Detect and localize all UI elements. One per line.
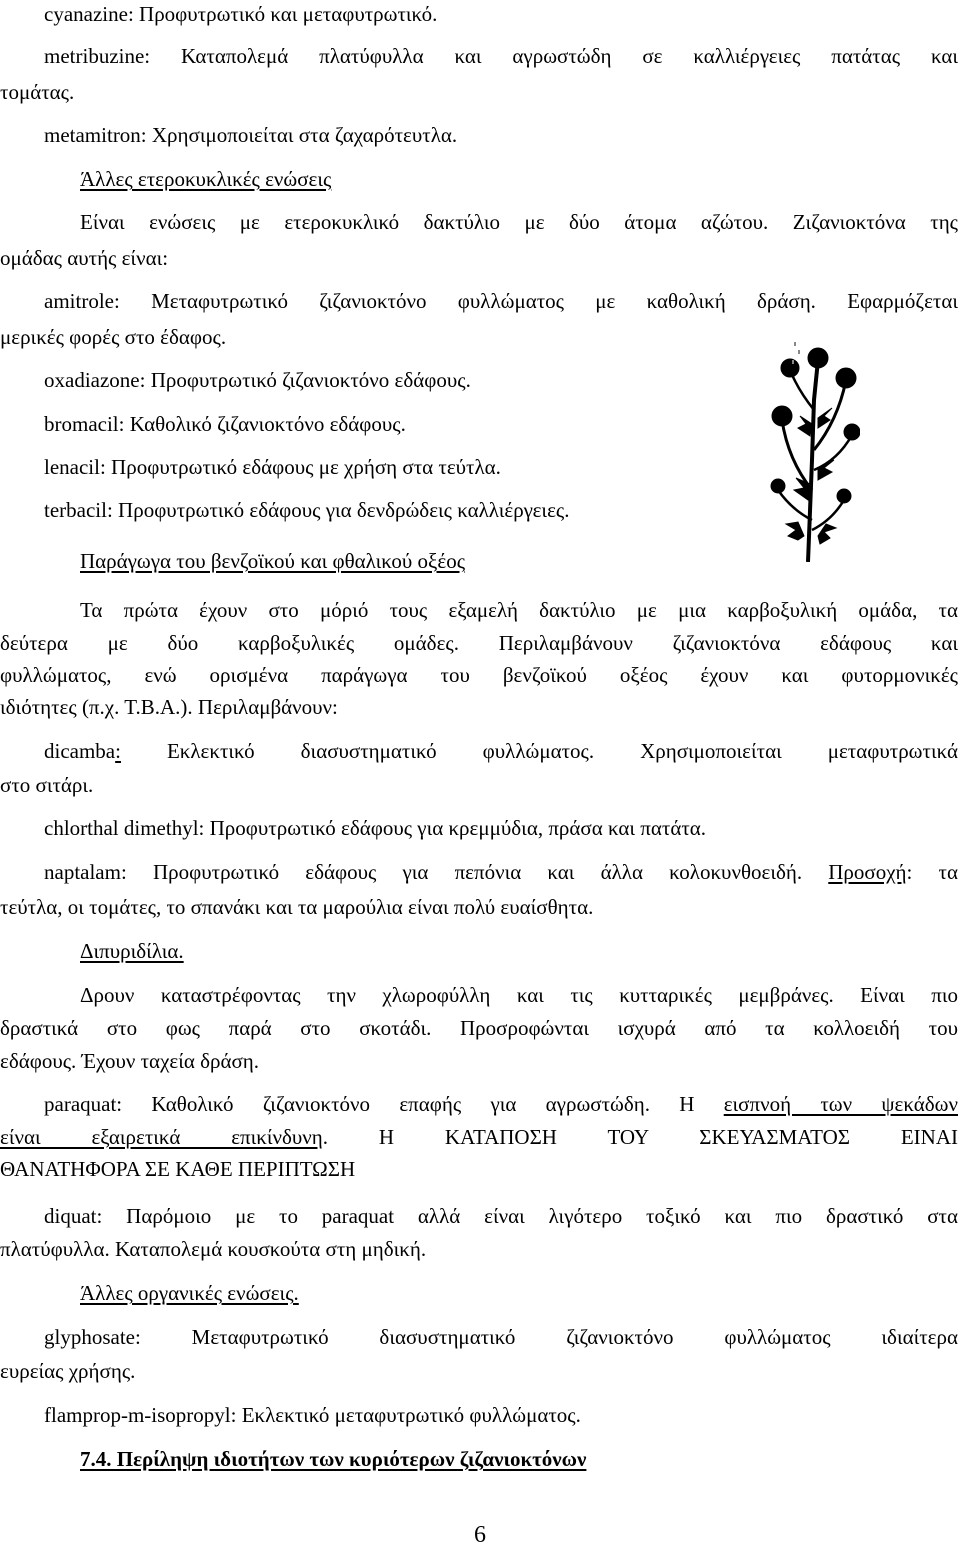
text-line: amitrole: Μεταφυτρωτικό ζιζανιοκτόνο φυλλώματος με καθολική δράση. Εφαρμόζεται: [44, 289, 958, 313]
text-line: εδάφους. Έχουν ταχεία δράση.: [0, 1049, 260, 1073]
section-heading: Διπυριδίλια.: [80, 939, 184, 963]
text-line: Τα πρώτα έχουν στο μόριό τους εξαμελή δακτύλιο με μια καρβοξυλική ομάδα, τα: [80, 598, 958, 622]
section-heading: Παράγωγα του βενζοϊκού και φθαλικού οξέος: [80, 549, 466, 573]
text-line: δραστικά στο φως παρά στο σκοτάδι. Προσροφώνται ισχυρά από τα κολλοειδή του: [0, 1016, 958, 1040]
text-line: metribuzine: Καταπολεμά πλατύφυλλα και αγρωστώδη σε καλλιέργειες πατάτας και: [44, 44, 958, 68]
text-line: chlorthal dimethyl: Προφυτρωτικό εδάφους για κρεμμύδια, πράσα και πατάτα.: [44, 816, 707, 840]
section-heading: Άλλες οργανικές ενώσεις.: [80, 1281, 299, 1305]
text-line: πλατύφυλλα. Καταπολεμά κουσκούτα στη μηδική.: [0, 1237, 427, 1261]
plant-illustration: [768, 340, 860, 562]
section-heading: Άλλες ετεροκυκλικές ενώσεις: [80, 167, 332, 191]
text-line: είναι εξαιρετικά επικίνδυνη. Η ΚΑΤΑΠΟΣΗ ΤΟΥ ΣΚΕΥΑΣΜΑΤΟΣ ΕΙΝΑΙ: [0, 1125, 958, 1149]
text-line: dicamba: Εκλεκτικό διασυστηματικό φυλλώματος. Χρησιμοποιείται μεταφυτρωτικά: [44, 739, 958, 763]
text-line: terbacil: Προφυτρωτικό εδάφους για δενδρώδεις καλλιέργειες.: [44, 498, 570, 522]
text-line: ομάδας αυτής είναι:: [0, 246, 169, 270]
text-line: δεύτερα με δύο καρβοξυλικές ομάδες. Περιλαμβάνουν ζιζανιοκτόνα εδάφους και: [0, 631, 958, 655]
text-line: τεύτλα, οι τομάτες, το σπανάκι και τα μαρούλια είναι πολύ ευαίσθητα.: [0, 895, 594, 919]
text-line: τομάτας.: [0, 80, 75, 104]
text-line: μερικές φορές στο έδαφος.: [0, 325, 227, 349]
text-line: diquat: Παρόμοιο με το paraquat αλλά είναι λιγότερο τοξικό και πιο δραστικό στα: [44, 1204, 958, 1228]
text-line: φυλλώματος, ενώ ορισμένα παράγωγα του βενζοϊκού οξέος έχουν και φυτορμονικές: [0, 663, 958, 687]
text-line: Δρουν καταστρέφοντας την χλωροφύλλη και τις κυτταρικές μεμβράνες. Είναι πιο: [80, 983, 958, 1007]
text-line: oxadiazone: Προφυτρωτικό ζιζανιοκτόνο εδάφους.: [44, 368, 471, 392]
text-line: lenacil: Προφυτρωτικό εδάφους με χρήση στα τεύτλα.: [44, 455, 501, 479]
text-line: metamitron: Χρησιμοποιείται στα ζαχαρότευτλα.: [44, 123, 458, 147]
page-number: 6: [474, 1522, 486, 1548]
text-line: cyanazine: Προφυτρωτικό και μεταφυτρωτικό.: [44, 2, 438, 26]
text-line: Είναι ενώσεις με ετεροκυκλικό δακτύλιο με δύο άτομα αζώτου. Ζιζανιοκτόνα της: [80, 210, 958, 234]
text-line: glyphosate: Μεταφυτρωτικό διασυστηματικό ζιζανιοκτόνο φυλλώματος ιδιαίτερα: [44, 1325, 958, 1349]
text-line: ιδιότητες (π.χ. Τ.Β.Α.). Περιλαμβάνουν:: [0, 695, 338, 719]
text-line: flamprop-m-isopropyl: Εκλεκτικό μεταφυτρωτικό φυλλώματος.: [44, 1403, 581, 1427]
text-line: ΘΑΝΑΤΗΦΟΡΑ ΣΕ ΚΑΘΕ ΠΕΡΙΠΤΩΣΗ: [0, 1157, 356, 1181]
text-line: bromacil: Καθολικό ζιζανιοκτόνο εδάφους.: [44, 412, 406, 436]
text-line: στο σιτάρι.: [0, 773, 94, 797]
text-line: ευρείας χρήσης.: [0, 1359, 136, 1383]
section-heading: 7.4. Περίληψη ιδιοτήτων των κυριότερων ζιζανιοκτόνων: [80, 1447, 587, 1471]
text-line: naptalam: Προφυτρωτικό εδάφους για πεπόνια και άλλα κολοκυνθοειδή. Προσοχή: τα: [44, 860, 958, 884]
text-line: paraquat: Καθολικό ζιζανιοκτόνο επαφής για αγρωστώδη. Η εισπνοή των ψεκάδων: [44, 1092, 958, 1116]
